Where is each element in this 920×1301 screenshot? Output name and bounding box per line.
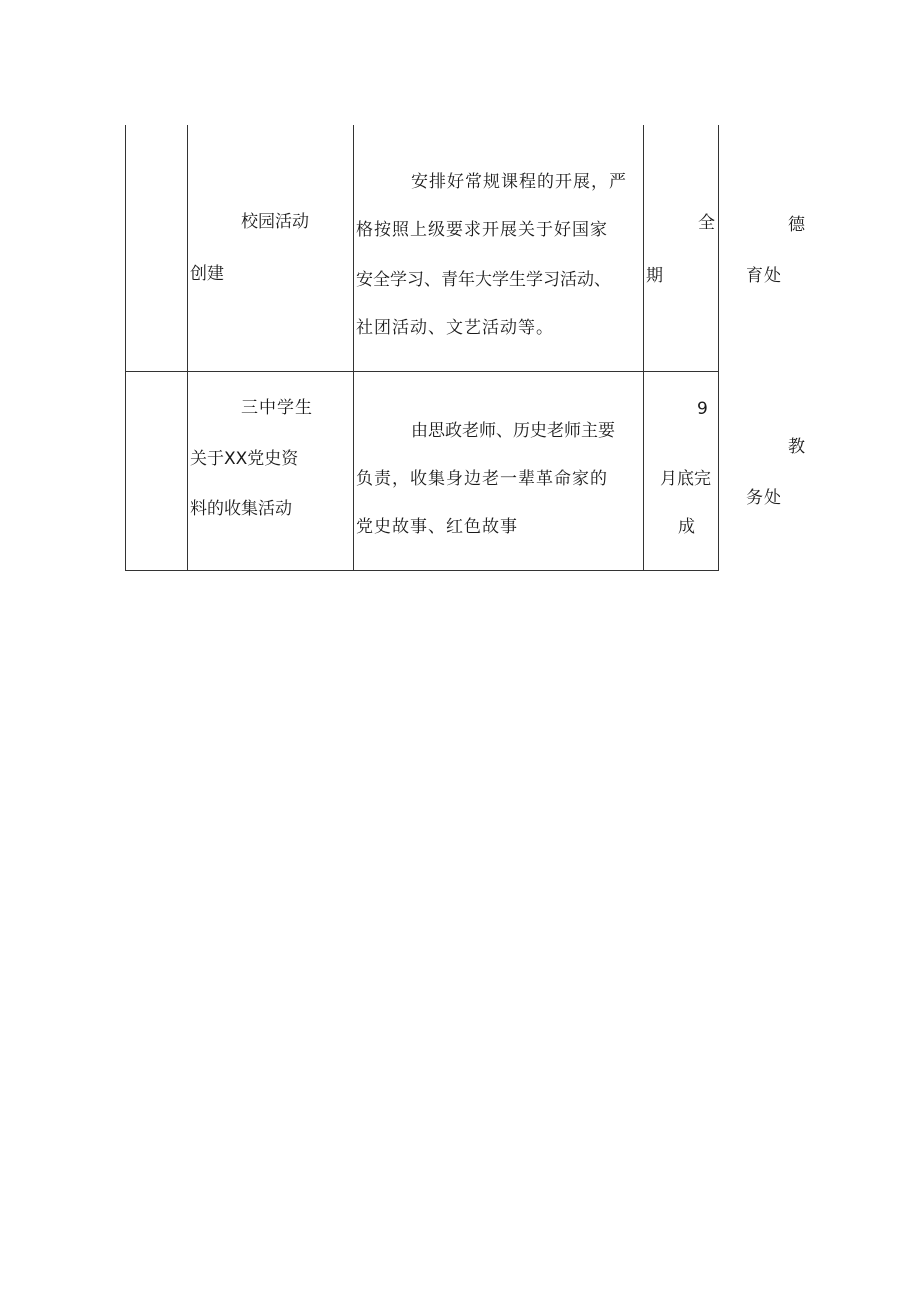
time-line: 成: [678, 517, 695, 537]
department-line: 育处: [746, 266, 782, 286]
table-border-col3: [643, 125, 644, 571]
content-line: 由思政老师、历史老师主要: [411, 421, 615, 441]
time-line: 期: [646, 266, 663, 286]
time-line: 9: [697, 399, 708, 419]
table-border-left: [125, 125, 126, 571]
table-row-divider: [125, 371, 719, 372]
content-line: 社团活动、文艺活动等。: [356, 318, 554, 338]
table-border-col4: [718, 125, 719, 571]
activity-line: 校园活动: [241, 212, 309, 232]
time-line: 月底完: [660, 469, 711, 489]
content-line: 格按照上级要求开展关于好国家: [356, 220, 608, 240]
content-line: 党史故事、红色故事: [356, 517, 518, 537]
department-line: 务处: [746, 488, 782, 508]
activity-line: 三中学生: [241, 398, 313, 418]
activity-line: 创建: [190, 264, 224, 284]
table-border-col1: [187, 125, 188, 571]
activity-line: 关于XX党史资: [190, 449, 299, 469]
table-border-col2: [353, 125, 354, 571]
content-line: 安排好常规课程的开展，严: [411, 172, 627, 192]
table-border-bottom: [125, 570, 719, 571]
department-line: 教: [788, 437, 805, 457]
content-line: 负责，收集身边老一辈革命家的: [356, 469, 608, 489]
content-line: 安全学习、青年大学生学习活动、: [356, 270, 611, 290]
time-line: 全: [698, 213, 715, 233]
department-line: 德: [788, 215, 805, 235]
activity-line: 料的收集活动: [190, 499, 292, 519]
